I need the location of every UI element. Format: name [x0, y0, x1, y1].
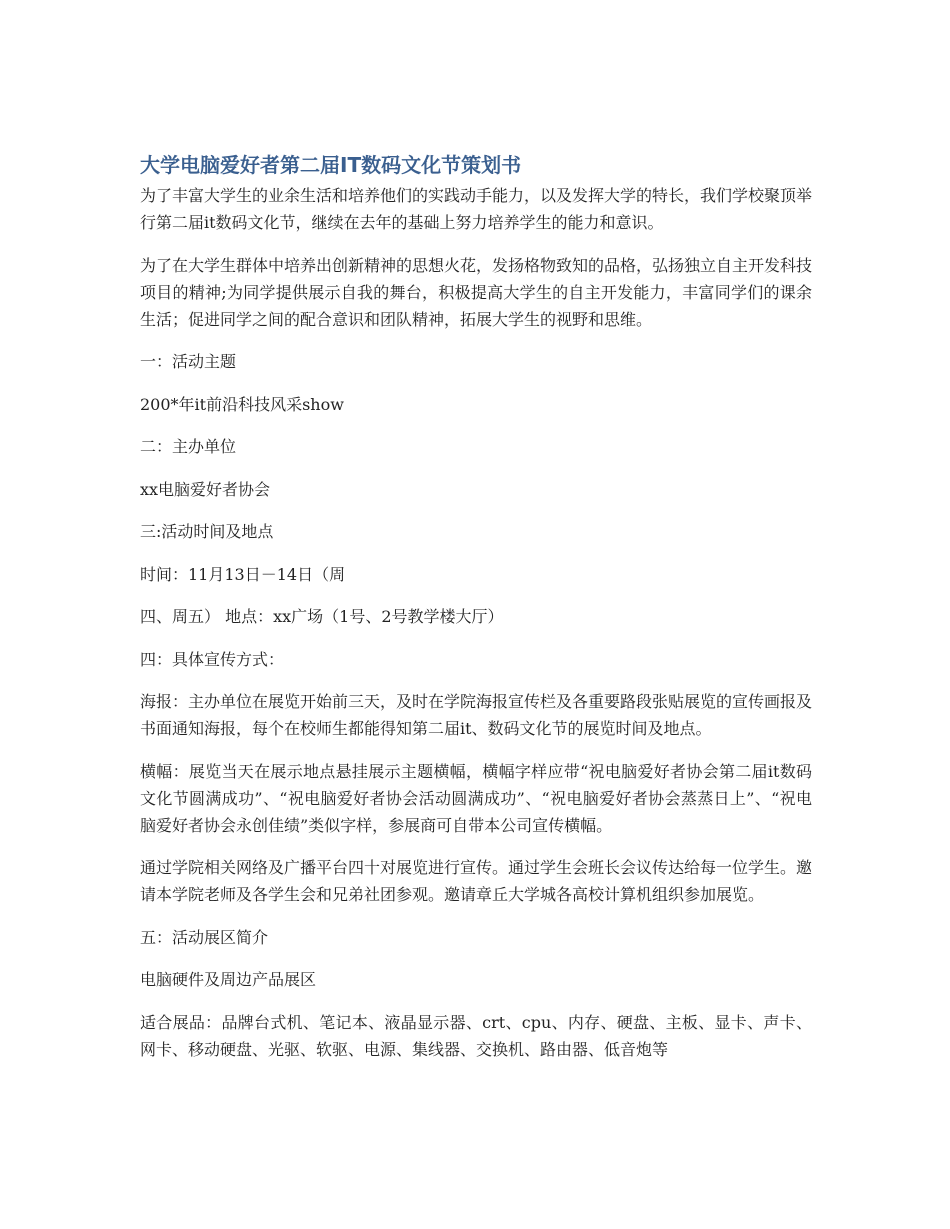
paragraph-organizer: xx电脑爱好者协会 — [140, 479, 271, 499]
paragraph-poster: 海报：主办单位在展览开始前三天，及时在学院海报宣传栏及各重要路段张贴展览的宣传画报及书面通知海报，每个在校师生都能得知第二届it、数码文化节的展览时间及地点。 — [140, 692, 813, 738]
section-heading-time-place: 三:活动时间及地点 — [140, 522, 274, 541]
paragraph-hardware-zone: 电脑硬件及周边产品展区 — [140, 970, 317, 989]
paragraph-purpose: 为了在大学生群体中培养出创新精神的思想火花，发扬格物致知的品格，弘扬独立自主开发科技项目的精神;为同学提供展示自我的舞台，积极提高大学生的自主开发能力，丰富同学们的课余生活；促进同学之间的配合意识和团队精神，拓展大学生的视野和思维。 — [140, 255, 813, 329]
paragraph-time: 时间：11月13日－14日（周 — [140, 564, 346, 584]
document-title: 大学电脑爱好者第二届IT数码文化节策划书 — [140, 153, 522, 177]
section-heading-exhibition: 五：活动展区简介 — [140, 927, 269, 947]
paragraph-intro: 为了丰富大学生的业余生活和培养他们的实践动手能力，以及发挥大学的特长，我们学校聚顶举行第二届it数码文化节，继续在去年的基础上努力培养学生的能力和意识。 — [140, 186, 813, 232]
section-heading-theme: 一：活动主题 — [140, 352, 237, 371]
paragraph-place: 四、周五） 地点：xx广场（1号、2号教学楼大厅） — [140, 607, 504, 626]
section-heading-publicity: 四：具体宣传方式： — [140, 649, 285, 669]
paragraph-exhibits: 适合展品：品牌台式机、笔记本、液晶显示器、crt、cpu、内存、硬盘、主板、显卡、声卡、网卡、移动硬盘、光驱、软驱、电源、集线器、交换机、路由器、低音炮等 — [140, 1012, 812, 1059]
section-heading-organizer: 二：主办单位 — [140, 437, 237, 456]
paragraph-theme: 200*年it前沿科技风采show — [140, 394, 344, 414]
paragraph-network: 通过学院相关网络及广播平台四十对展览进行宣传。通过学生会班长会议传达给每一位学生。邀请本学院老师及各学生会和兄弟社团参观。邀请章丘大学城各高校计算机组织参加展览。 — [140, 858, 813, 904]
paragraph-banner: 横幅：展览当天在展示地点悬挂展示主题横幅，横幅字样应带“祝电脑爱好者协会第二届it数码文化节圆满成功”、“祝电脑爱好者协会活动圆满成功”、“祝电脑爱好者协会蒸蒸日上”、“祝电脑爱好者协会永创佳绩”类似字样，参展商可自带本公司宣传横幅。 — [140, 761, 812, 835]
document-body — [140, 150, 812, 1078]
